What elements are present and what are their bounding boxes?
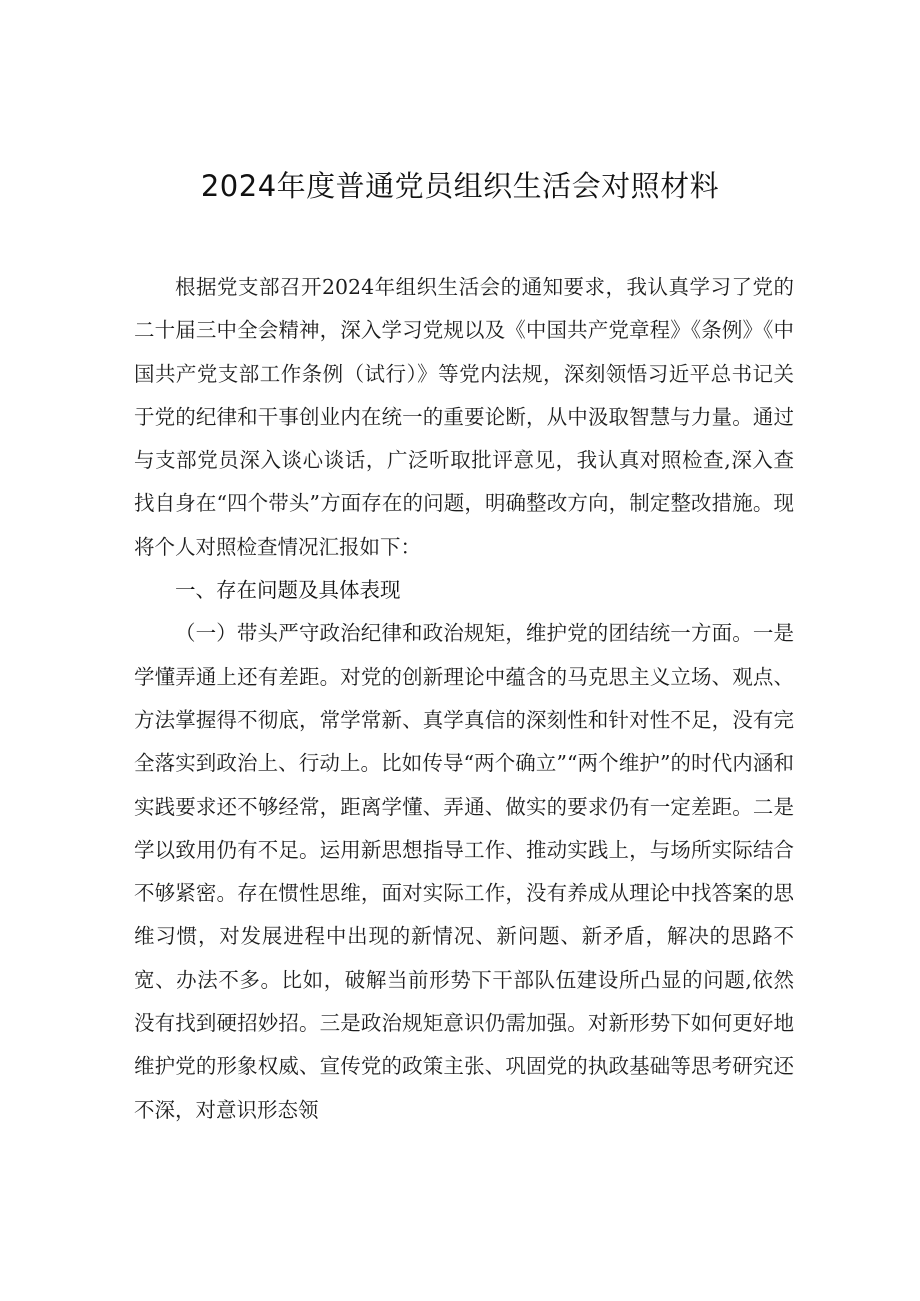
document-title: 2024年度普通党员组织生活会对照材料 [200,169,720,203]
document-body [134,266,794,1132]
section-paragraph: （一）带头严守政治纪律和政治规矩，维护党的团结统一方面。一是学懂弄通上还有差距。对党的创新理论中蕴含的马克思主义立场、观点、方法掌握得不彻底，常学常新、真学真信的深刻性和针对性不足，没有完全落实到政治上、行动上。比如传导“两个确立”“两个维护”的时代内涵和实践要求还不够经常，距离学懂、弄通、做实的要求仍有一定差距。二是学以致用仍有不足。运用新思想指导工作、推动实践上，与场所实际结合不够紧密。存在惯性思维，面对实际工作，没有养成从理论中找答案的思维习惯，对发展进程中出现的新情况、新问题、新矛盾，解决的思路不宽、办法不多。比如，破解当前形势下干部队伍建设所凸显的问题,依然没有找到硬招妙招。三是政治规矩意识仍需加强。对新形势下如何更好地维护党的形象权威、宣传党的政策主张、巩固党的执政基础等思考研究还不深，对意识形态领 [134,621,794,1122]
section-heading: 一、存在问题及具体表现 [175,578,401,603]
intro-paragraph: 根据党支部召开2024年组织生活会的通知要求，我认真学习了党的二十届三中全会精神，深入学习党规以及《中国共产党章程》《条例》《中国共产党支部工作条例（试行）》等党内法规，深刻领悟习近平总书记关于党的纪律和干事创业内在统一的重要论断，从中汲取智慧与力量。通过与支部党员深入谈心谈话，广泛听取批评意见，我认真对照检查,深入查找自身在“四个带头”方面存在的问题，明确整改方向，制定整改措施。现将个人对照检查情况汇报如下： [134,275,794,559]
